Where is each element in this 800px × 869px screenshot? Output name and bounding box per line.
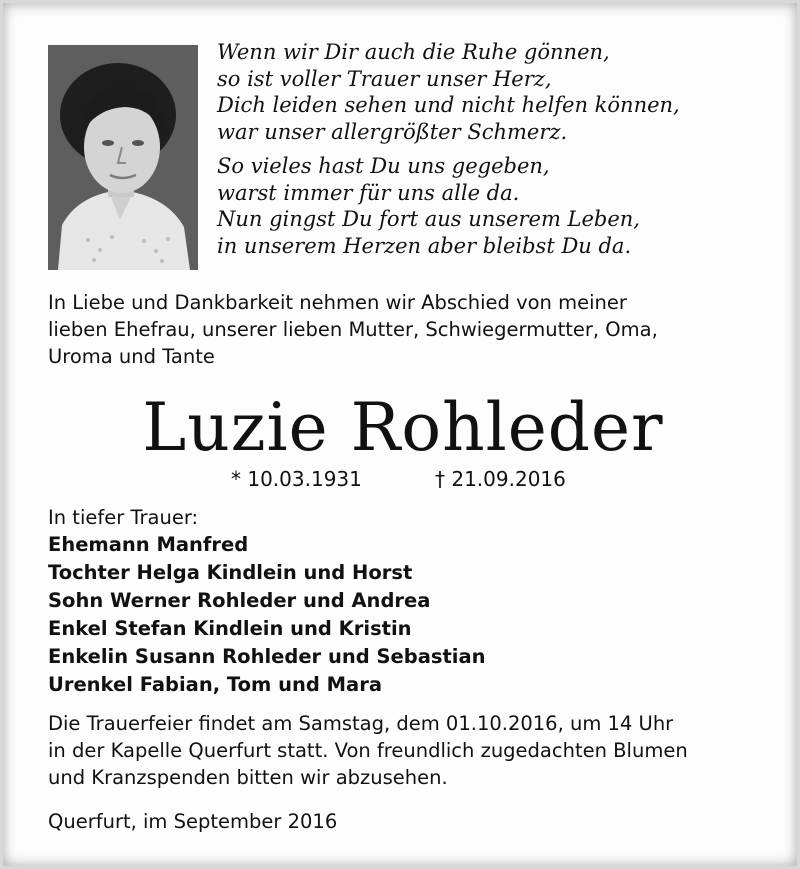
poem-line: warst immer für uns alle da. xyxy=(217,180,520,205)
portrait-icon xyxy=(48,45,198,270)
intro-line: Uroma und Tante xyxy=(48,345,215,368)
poem-stanza-2 xyxy=(217,153,680,259)
poem-line: so ist voller Trauer unser Herz, xyxy=(217,66,552,91)
death-date: † 21.09.2016 xyxy=(435,467,566,491)
poem-line: Dich leiden sehen und nicht helfen können, xyxy=(217,93,680,117)
poem-stanza-1 xyxy=(217,39,680,145)
mourner-item: Enkel Stefan Kindlein und Kristin xyxy=(48,617,412,640)
poem-line: Wenn wir Dir auch die Ruhe gönnen, xyxy=(217,40,610,64)
mourner-item: Sohn Werner Rohleder und Andrea xyxy=(48,589,431,612)
poem xyxy=(217,39,680,259)
poem-line: in unserem Herzen aber bleibst Du da. xyxy=(217,233,632,258)
intro-line: In Liebe und Dankbarkeit nehmen wir Abschied von meiner xyxy=(48,291,627,314)
mourner-item: Tochter Helga Kindlein und Horst xyxy=(48,561,413,584)
service-line: und Kranzspenden bitten wir abzusehen. xyxy=(48,766,448,789)
mourners-heading: In tiefer Trauer: xyxy=(48,506,199,529)
service-info xyxy=(48,710,768,791)
intro-text xyxy=(48,289,768,370)
poem-line: war unser allergrößter Schmerz. xyxy=(217,119,568,144)
deceased-name: Luzie Rohleder xyxy=(142,389,664,466)
portrait-photo xyxy=(48,45,198,270)
service-line: Die Trauerfeier findet am Samstag, dem 01.10.2016, um 14 Uhr xyxy=(48,712,674,735)
place-date: Querfurt, im September 2016 xyxy=(48,810,338,833)
mourner-item: Enkelin Susann Rohleder und Sebastian xyxy=(48,645,486,668)
birth-date: * 10.03.1931 xyxy=(231,467,362,491)
service-line: in der Kapelle Querfurt statt. Von freundlich zugedachten Blumen xyxy=(48,739,688,762)
mourner-item: Ehemann Manfred xyxy=(48,533,249,556)
poem-line: So vieles hast Du uns gegeben, xyxy=(217,154,550,178)
mourners-list xyxy=(48,531,486,699)
intro-line: lieben Ehefrau, unserer lieben Mutter, Schwiegermutter, Oma, xyxy=(48,318,658,341)
poem-line: Nun gingst Du fort aus unserem Leben, xyxy=(217,207,640,231)
mourner-item: Urenkel Fabian, Tom und Mara xyxy=(48,673,382,696)
